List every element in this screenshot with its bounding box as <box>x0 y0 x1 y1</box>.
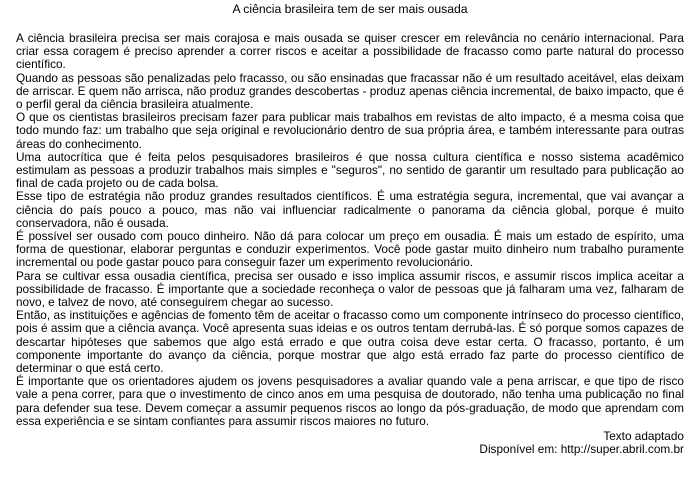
paragraph-9: É importante que os orientadores ajudem os jovens pesquisadores a avaliar quando vale a pena arriscar, e que tipo de risco vale a pena correr, para que o investimento de cinco anos em uma pesquisa de doutorado, não tenha uma publicação no final para defender sua tese. Devem começar a assumir pequenos riscos ao longo da pós-graduação, de modo que aprendam com essa experiência e se sintam confiantes para assumir riscos maiores no futuro. <box>16 374 684 428</box>
source-reference: Disponível em: http://super.abril.com.br <box>479 442 684 457</box>
adaptation-note: Texto adaptado <box>603 429 684 444</box>
paragraph-5: Esse tipo de estratégia não produz grandes resultados científicos. É uma estratégia segura, incremental, que vai avançar a ciência do país pouco a pouco, mas não vai influenciar radicalmente o panorama da ciência global, porque é muito conservadora, não é ousada. <box>16 189 684 230</box>
paragraph-2: Quando as pessoas são penalizadas pelo fracasso, ou são ensinadas que fracassar não é um resultado aceitável, elas deixam de arriscar. E quem não arrisca, não produz grandes descobertas - produz apenas ciência incremental, de baixo impacto, que é o perfil geral da ciência brasileira atualmente. <box>16 70 684 112</box>
paragraph-8: Então, as instituições e agências de fomento têm de aceitar o fracasso como um componente intrínseco do processo científico, pois é assim que a ciência avança. Você apresenta suas ideias e os outros tentam derrubá-las. É só porque somos capazes de descartar hipóteses que sabemos que algo está errado e que outra coisa deve estar certa. O fracasso, portanto, é um componente importante do avanço da ciência, porque mostrar que algo está errado faz parte do processo científico de determinar o que está certo. <box>16 308 684 376</box>
source-block <box>16 430 684 456</box>
document-title: A ciência brasileira tem de ser mais ousada <box>232 2 468 16</box>
paragraph-1: A ciência brasileira precisa ser mais corajosa e mais ousada se quiser crescer em relevância no cenário internacional. Para criar essa coragem é preciso aprender a correr riscos e aceitar a possibilidade de fracasso como parte natural do processo científico. <box>16 31 684 72</box>
paragraph-4: Uma autocrítica que é feita pelos pesquisadores brasileiros é que nossa cultura científica e nosso sistema acadêmico estimulam as pessoas a produzir trabalhos mais simples e "seguros", no sentido de garantir um resultado para publicação ao final de cada projeto ou de cada bolsa. <box>16 149 684 191</box>
paragraph-3: O que os cientistas brasileiros precisam fazer para publicar mais trabalhos em revistas de alto impacto, é a mesma coisa que todo mundo faz: um trabalho que seja original e revolucionário dentro de sua própria área, e também interessante para outras áreas do conhecimento. <box>16 110 684 151</box>
article-body <box>16 32 684 428</box>
paragraph-7: Para se cultivar essa ousadia científica, precisa ser ousado e isso implica assumir riscos, e assumir riscos implica aceitar a possibilidade de fracasso. É importante que a sociedade reconheça o valor de pessoas que já falharam uma vez, falharam de novo, e talvez de novo, até conseguirem chegar ao sucesso. <box>16 268 684 310</box>
paragraph-6: É possível ser ousado com pouco dinheiro. Não dá para colocar um preço em ousadia. É mais um estado de espírito, uma forma de questionar, elaborar perguntas e conduzir experimentos. Você pode gastar muito dinheiro num trabalho puramente incremental ou pode gastar pouco para conseguir fazer um experimento revolucionário. <box>16 229 684 270</box>
